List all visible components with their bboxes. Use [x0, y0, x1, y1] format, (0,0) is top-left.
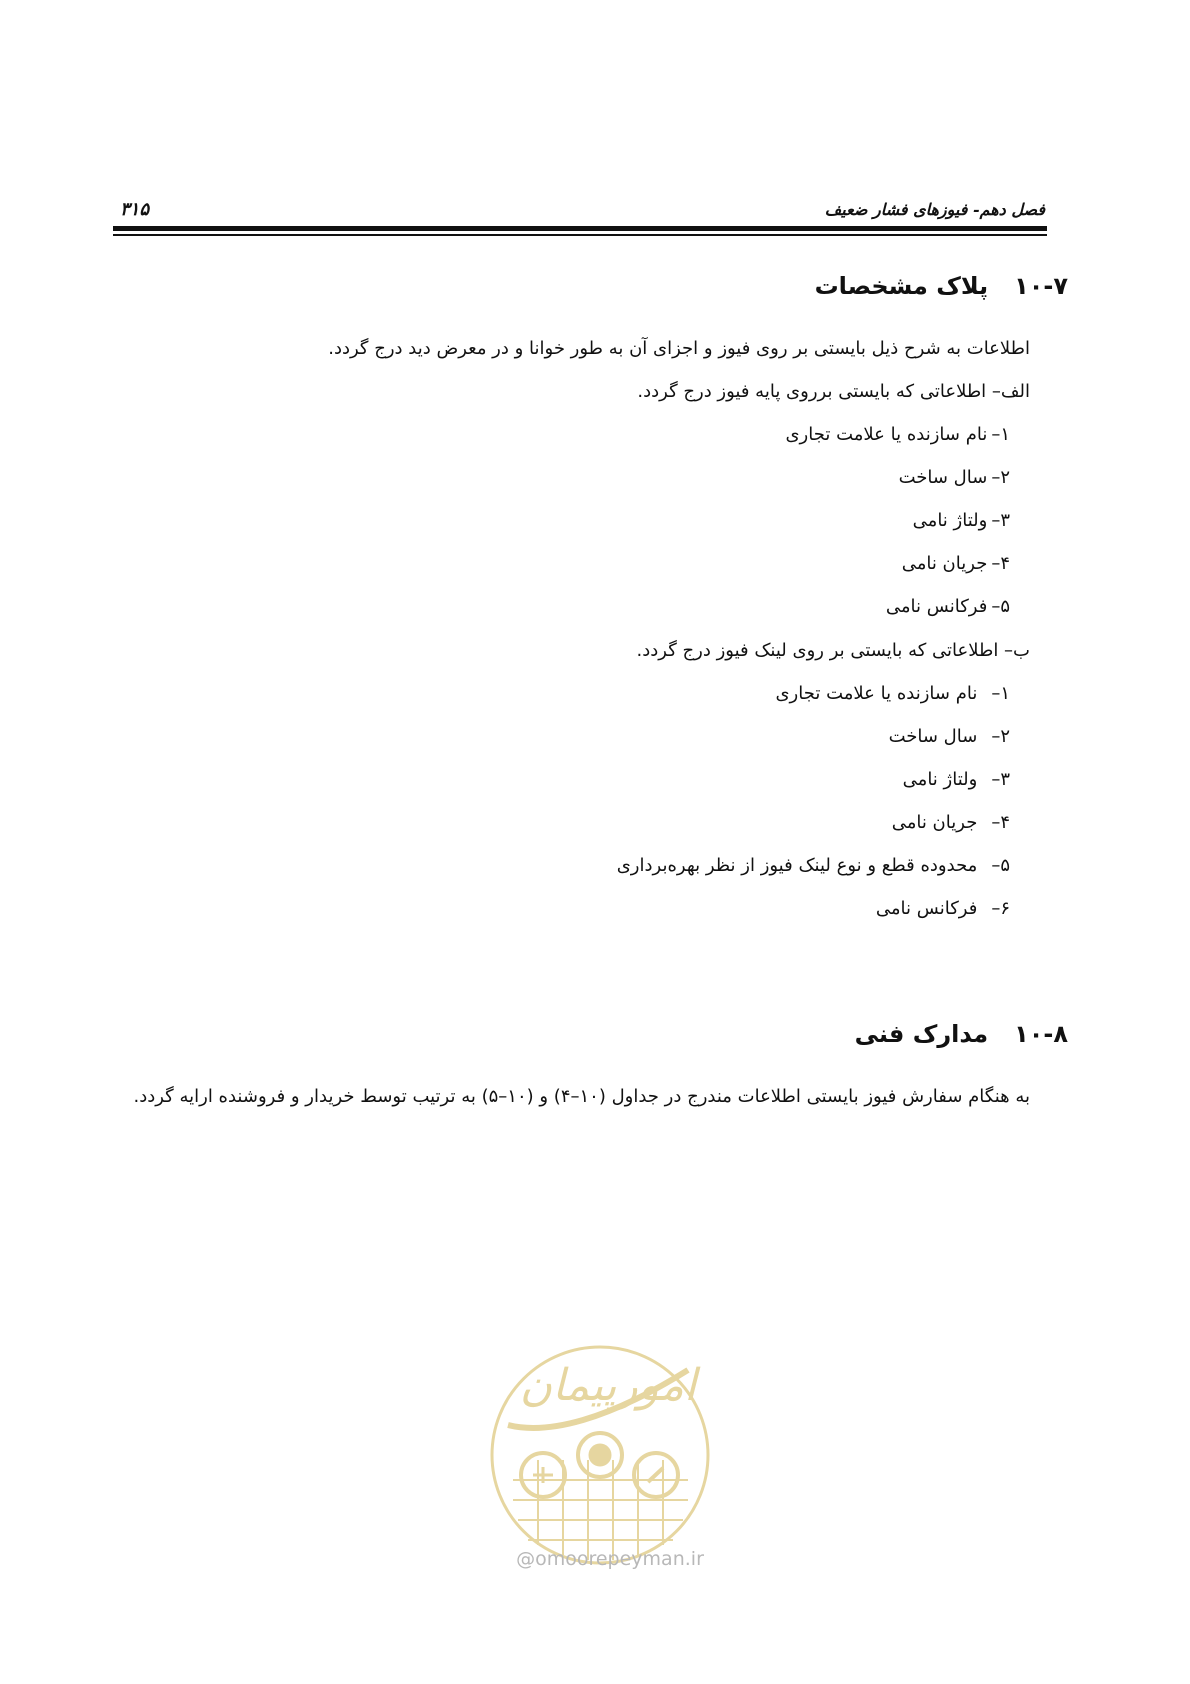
list-item: [913, 510, 1010, 531]
section-number: ۱۰-۷: [1014, 272, 1068, 300]
list-item: [886, 596, 1010, 617]
list-item: [899, 467, 1010, 488]
list-marker: ۳–: [991, 769, 1010, 790]
watermark-logo-text: امورپیمان: [519, 1360, 697, 1411]
list-text: جریان نامی: [901, 553, 988, 574]
section-heading-8: [855, 1020, 1068, 1048]
list-marker: ۱–: [991, 424, 1010, 445]
list-marker: ۱–: [991, 683, 1010, 704]
section-number: ۱۰-۸: [1014, 1020, 1068, 1048]
header-rule-thin: [113, 234, 1047, 236]
list-text: جریان نامی: [891, 812, 978, 833]
part-a-heading: الف– اطلاعاتی که بایستی برروی پایه فیوز درج گردد.: [637, 381, 1030, 402]
list-marker: ۶–: [991, 898, 1010, 919]
list-text: ولتاژ نامی: [912, 510, 988, 531]
list-item: [775, 683, 1010, 704]
list-text: ولتاژ نامی: [902, 769, 978, 790]
list-text: محدوده قطع و نوع لینک فیوز از نظر بهره‌برداری: [616, 855, 978, 876]
list-marker: ۵–: [991, 596, 1010, 617]
list-item: [617, 855, 1010, 876]
section-title: پلاک مشخصات: [814, 272, 989, 300]
list-item: [892, 812, 1010, 833]
page-number: ۳۱۵: [120, 199, 150, 220]
list-marker: ۵–: [991, 855, 1010, 876]
part-b-heading: ب– اطلاعاتی که بایستی بر روی لینک فیوز درج گردد.: [636, 640, 1030, 661]
list-marker: ۴–: [991, 812, 1010, 833]
section-body: به هنگام سفارش فیوز بایستی اطلاعات مندرج در جداول (۱۰–۴) و (۱۰–۵) به ترتیب توسط خریدار و فروشنده ارایه گردد.: [133, 1086, 1030, 1107]
section-title: مدارک فنی: [854, 1020, 989, 1048]
list-marker: ۲–: [991, 726, 1010, 747]
chapter-title: فصل دهم- فیوزهای فشار ضعیف: [824, 200, 1045, 219]
list-item: [876, 898, 1010, 919]
list-item: [889, 726, 1010, 747]
list-text: سال ساخت: [898, 467, 988, 488]
watermark-url: @omoorepeyman.ir: [516, 1548, 704, 1570]
section-intro: اطلاعات به شرح ذیل بایستی بر روی فیوز و اجزای آن به طور خوانا و در معرض دید درج گردد.: [328, 338, 1030, 359]
header-rule: [113, 226, 1047, 231]
list-item: [903, 769, 1010, 790]
list-text: نام سازنده یا علامت تجاری: [775, 683, 978, 704]
list-marker: ۳–: [991, 510, 1010, 531]
section-heading-7: [815, 272, 1068, 300]
list-item: [785, 424, 1010, 445]
list-text: سال ساخت: [888, 726, 978, 747]
list-text: فرکانس نامی: [875, 898, 978, 919]
list-marker: ۴–: [991, 553, 1010, 574]
list-text: نام سازنده یا علامت تجاری: [785, 424, 988, 445]
list-item: [902, 553, 1010, 574]
list-marker: ۲–: [991, 467, 1010, 488]
list-text: فرکانس نامی: [885, 596, 988, 617]
